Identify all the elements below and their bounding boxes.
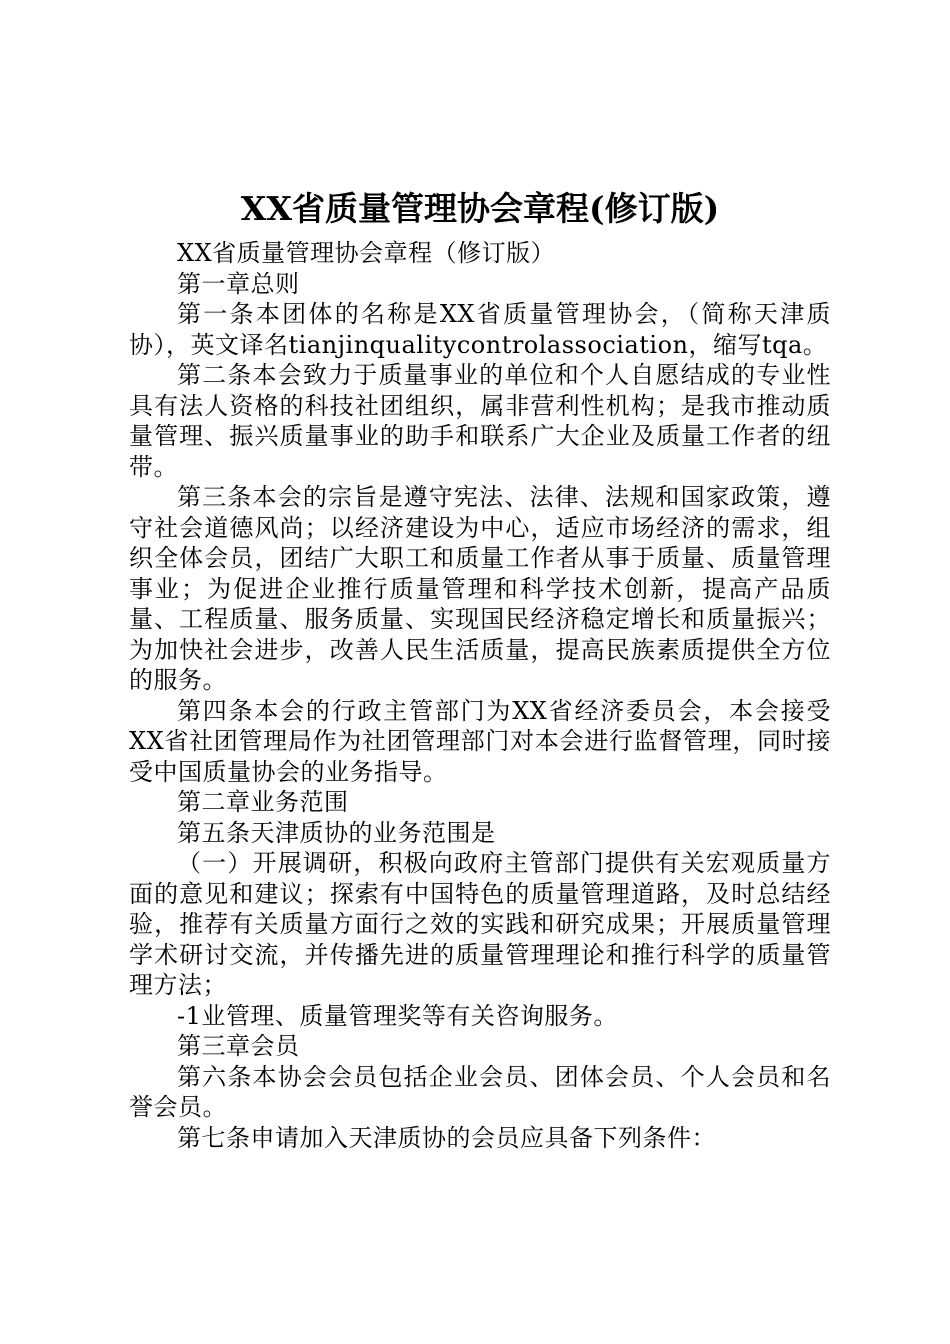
chapter-heading: 第三章会员 (177, 1032, 300, 1060)
document-title: XX省质量管理协会章程(修订版) (240, 189, 720, 228)
article-paragraph: 第一条本团体的名称是XX省质量管理协会，（简称天津质协），英文译名tianjinqualitycontrolassociation，缩写tqa。 (129, 300, 831, 359)
article-paragraph: 第七条申请加入天津质协的会员应具备下列条件： (177, 1123, 716, 1152)
fragment-paragraph: -1业管理、质量管理奖等有关咨询服务。 (177, 1001, 618, 1030)
article-paragraph: 第二条本会致力于质量事业的单位和个人自愿结成的专业性具有法人资格的科技社团组织，属非营利性机构；是我市推动质量管理、振兴质量事业的助手和联系广大企业及质量工作者的纽带。 (129, 361, 831, 481)
article-paragraph: 第三条本会的宗旨是遵守宪法、法律、法规和国家政策，遵守社会道德风尚；以经济建设为中心，适应市场经济的需求，组织全体会员，团结广大职工和质量工作者从事于质量、质量管理事业；为促进企业推行质量管理和科学技术创新，提高产品质量、工程质量、服务质量、实现国民经济稳定增长和质量振兴；为加快社会进步，改善人民生活质量，提高民族素质提供全方位的服务。 (129, 483, 831, 694)
list-item-paragraph: （一）开展调研，积极向政府主管部门提供有关宏观质量方面的意见和建议；探索有中国特色的质量管理道路，及时总结经验，推荐有关质量方面行之效的实践和研究成果；开展质量管理学术研讨交流，并传播先进的质量管理理论和推行科学的质量管理方法； (129, 849, 831, 999)
article-paragraph: 第四条本会的行政主管部门为XX省经济委员会，本会接受XX省社团管理局作为社团管理部门对本会进行监督管理，同时接受中国质量协会的业务指导。 (129, 696, 831, 786)
chapter-heading: 第二章业务范围 (177, 788, 349, 816)
doc-subtitle: XX省质量管理协会章程（修订版） (177, 239, 556, 267)
article-paragraph: 第五条天津质协的业务范围是 (177, 818, 496, 847)
chapter-heading: 第一章总则 (177, 269, 300, 298)
article-paragraph: 第六条本协会会员包括企业会员、团体会员、个人会员和名誉会员。 (129, 1062, 831, 1121)
document-page (129, 186, 831, 1153)
